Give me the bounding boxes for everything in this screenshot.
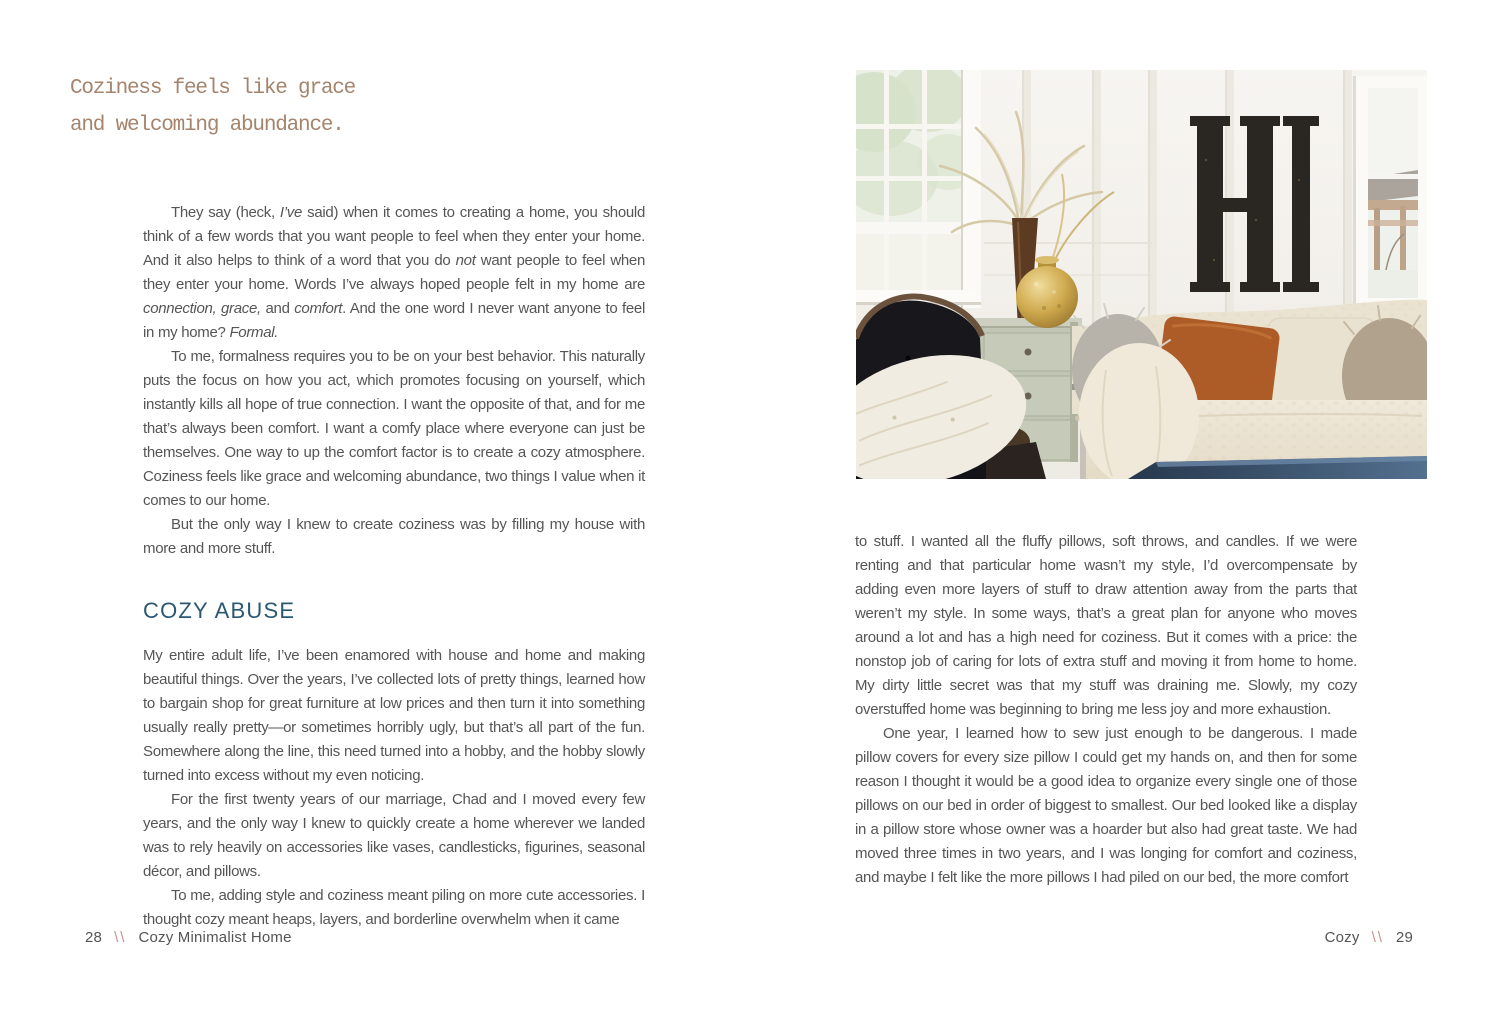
paragraph: But the only way I knew to create coziness was by filling my house with more and more stuff. (143, 516, 645, 557)
drawer-knob (1025, 349, 1032, 356)
pull-quote-line: Coziness feels like grace (70, 77, 356, 100)
pull-quote (70, 70, 355, 144)
living-room-photo-art (856, 70, 1427, 479)
left-page-footer (85, 929, 292, 946)
paragraph: To me, formalness requires you to be on your best behavior. This naturally puts the focus on how you act, which promotes focusing on yourself, which instantly kills all hope of true connection. I want the opposite of that, and for me that’s always been comfort. I want a comfy place where everyone can just be themselves. One way to up the comfort factor is to create a cozy atmosphere. Coziness feels like grace and welcoming abundance, two things I value when it comes to our home. (143, 348, 645, 509)
right-page-footer (1325, 929, 1413, 946)
pull-quote-line: and welcoming abundance. (70, 114, 344, 137)
paragraph: to stuff. I wanted all the fluffy pillows, soft throws, and candles. If we were renting and that particular home wasn’t my style, I’d overcompensate by adding even more layers of stuff to draw attention away from the parts that weren’t my style. In some ways, that’s a great plan for anyone who moves around a lot and has a high need for coziness. But it comes with a price: the nonstop job of caring for lots of extra stuff and moving it from home to home. My dirty little secret was that my stuff was draining me. Slowly, my cozy overstuffed home was beginning to bring me less joy and more exhaustion. (855, 533, 1357, 718)
page-number: 28 (85, 929, 103, 946)
page-number: 29 (1395, 929, 1413, 946)
tufting-button (906, 356, 911, 361)
paragraph: To me, adding style and coziness meant piling on more cute accessories. I thought cozy meant heaps, layers, and borderline overwhelm when it came (143, 887, 645, 928)
left-window (856, 70, 981, 308)
right-body-column (855, 530, 1357, 890)
paragraph: One year, I learned how to sew just enough to be dangerous. I made pillow covers for every size pillow I could get my hands on, and then for some reason I thought it would be a good idea to organize every single one of those pillows on our bed in order of biggest to smallest. Our bed looked like a display in a pillow store whose owner was a hoarder but also had great taste. We had moved three times in two years, and I was longing for comfort and coziness, and maybe I felt like the more pillows I had piled on our bed, the more comfort (855, 725, 1357, 886)
paragraph: They say (heck, I’ve said) when it comes to creating a home, you should think of a few words that you want people to feel when they enter your home. And it also helps to think of a word that you do not want people to feel when they enter your home. Words I’ve always hoped people felt in my home are connection, grace, and comfort. And the one word I never want anyone to feel in my home? Formal. (143, 204, 645, 341)
paragraph: My entire adult life, I’ve been enamored with house and home and making beautiful things. Over the years, I’ve collected lots of pretty things, learned how to bargain shop for great furniture at low prices and then turn it into something usually really pretty—or sometimes horribly ugly, but that’s all part of the fun. Somewhere along the line, this need turned into a hobby, and the hobby slowly turned into excess without my even noticing. (143, 647, 645, 784)
living-room-photo (856, 70, 1427, 479)
chapter-title: Cozy (1324, 929, 1360, 946)
book-title: Cozy Minimalist Home (138, 929, 292, 946)
paragraph: For the first twenty years of our marriage, Chad and I moved every few years, and the only way I knew to quickly create a home wherever we landed was to rely heavily on accessories like vases, candlesticks, figurines, seasonal décor, and pillows. (143, 791, 645, 880)
section-heading: COZY ABUSE (143, 598, 296, 623)
left-body-column (143, 201, 645, 932)
footer-separator: \\ (1371, 929, 1384, 946)
footer-separator: \\ (114, 929, 127, 946)
hi-sign (1190, 116, 1319, 292)
right-window (1353, 76, 1427, 310)
